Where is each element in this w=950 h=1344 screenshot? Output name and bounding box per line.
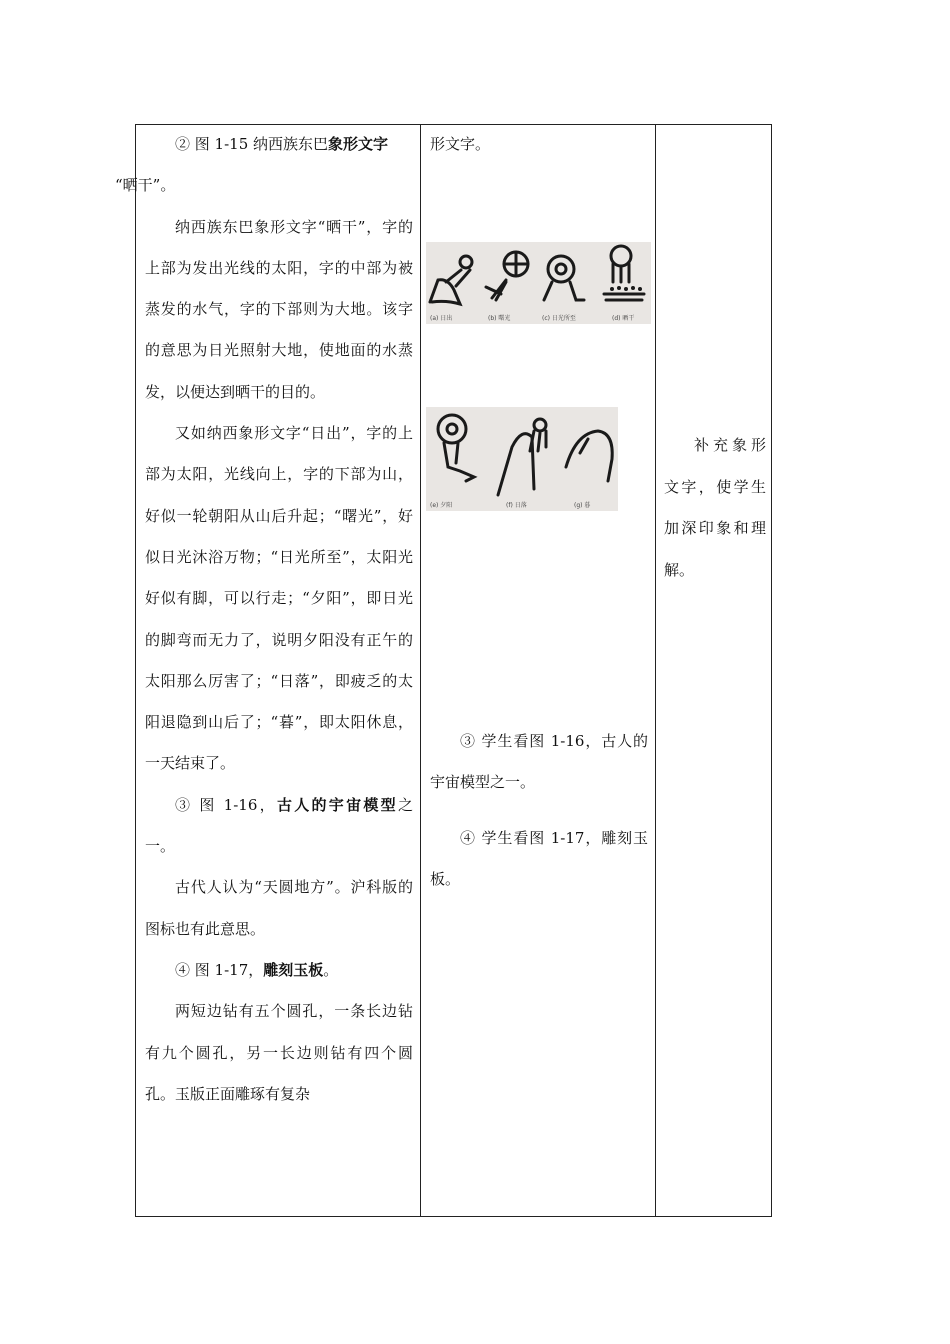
figure-caption: (f) 日落 (506, 502, 527, 509)
paragraph-shaigan: 纳西族东巴象形文字“晒干”，字的上部为发出光线的太阳，字的中部为被蒸发的水气，字的下部则为大地。该字的意思为日光照射大地，使地面的水蒸发，以便达到晒干的目的。 (145, 217, 413, 401)
paragraph-student-fig-1-17: ④ 学生看图 1-17，雕刻玉板。 (430, 828, 648, 888)
column-divider (420, 125, 421, 1216)
paragraph-continuation: 形文字。 (430, 135, 491, 153)
dongba-pictographs-e-g (426, 407, 618, 511)
student-activity-column-lower (430, 721, 648, 900)
paragraph-tianyuan-difang: 古代人认为“天圆地方”。沪科版的图标也有此意思。 (145, 878, 413, 938)
column-divider (655, 125, 656, 1216)
term-cosmos-model: 古人的宇宙模型 (276, 795, 398, 814)
figure-caption: (c) 日光所至 (542, 315, 576, 322)
pictograph-figure-e-g (426, 407, 618, 511)
paragraph-fig-1-15: ② 图 1-15 纳西族东巴象形文字 “晒干”。 (115, 135, 389, 195)
figure-caption: (a) 日出 (430, 315, 453, 322)
student-activity-column (430, 125, 648, 165)
figure-caption: (g) 暮 (574, 502, 591, 509)
dongba-pictographs-a-d (426, 242, 651, 324)
paragraph-richu: 又如纳西象形文字“日出”，字的上部为太阳，光线向上，字的下部为山，好似一轮朝阳从山后升起；“曙光”，好似日光沐浴万物；“日光所至”，太阳光好似有脚，可以行走；“夕阳”，即日光的脚弯而无力了，说明夕阳没有正午的太阳那么厉害了；“日落”，即疲乏的太阳退隐到山后了；“暮”，即太阳休息，一天结束了。 (145, 424, 413, 773)
figure-caption: (b) 曙光 (488, 315, 511, 322)
figure-caption: (d) 晒干 (612, 315, 635, 322)
design-intent-column (664, 425, 766, 591)
paragraph-fig-1-16: ③ 图 1-16，古人的宇宙模型之一。 (145, 795, 413, 856)
paragraph-design-intent: 补充象形文字，使学生加深印象和理解。 (664, 436, 766, 579)
paragraph-fig-1-17: ④ 图 1-17，雕刻玉板。 (175, 960, 339, 979)
figure-caption: (e) 夕阳 (430, 502, 453, 509)
lesson-table (115, 124, 772, 1217)
teaching-content-column (115, 125, 413, 1115)
pictograph-figure-a-d (426, 242, 651, 324)
paragraph-jade-holes: 两短边钻有五个圆孔，一条长边钻有九个圆孔，另一长边则钻有四个圆孔。玉版正面雕琢有复杂 (145, 1002, 413, 1103)
term-pictograph: 象形文字 (328, 135, 389, 153)
paragraph-student-fig-1-16: ③ 学生看图 1-16，古人的宇宙模型之一。 (430, 732, 648, 792)
term-jade-tablet: 雕刻玉板 (263, 960, 324, 979)
